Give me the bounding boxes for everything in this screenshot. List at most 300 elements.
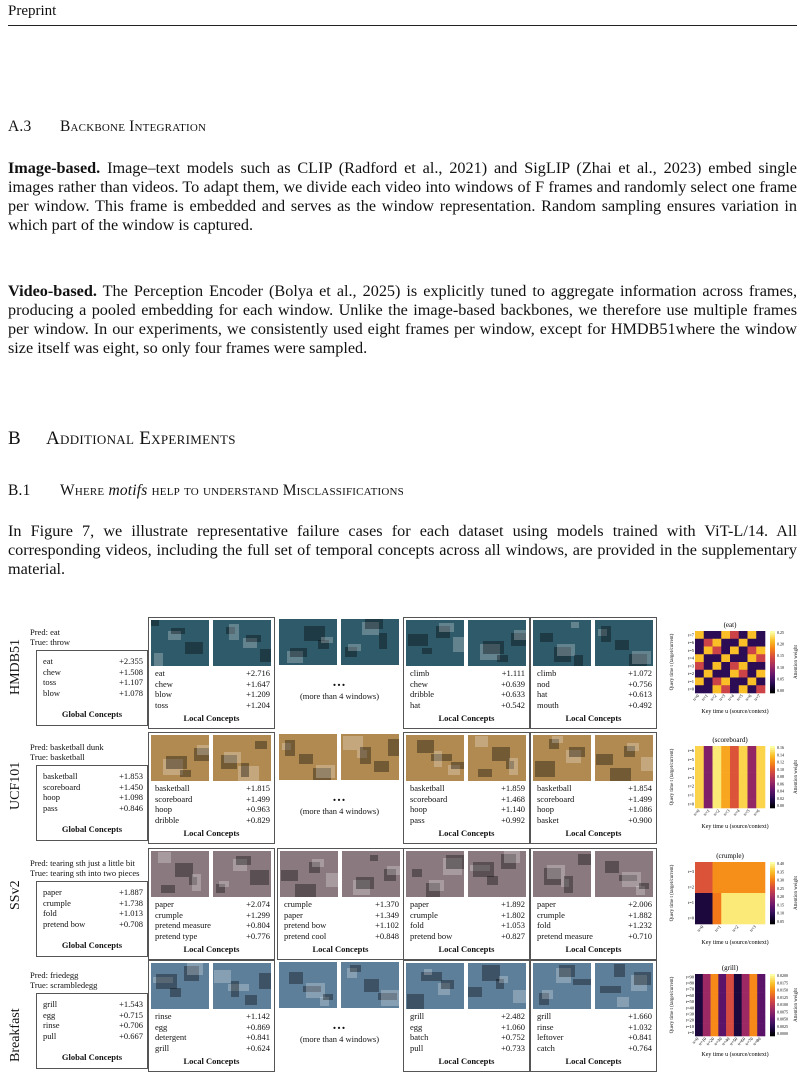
colorbar-segment (770, 881, 775, 883)
heatmap-cell (721, 862, 730, 878)
running-header: Preprint (8, 3, 57, 19)
heatmap-cell (704, 631, 713, 639)
heatmap-cell (721, 662, 730, 670)
heatmap-cell (718, 986, 726, 993)
colorbar-segment (770, 652, 775, 654)
heatmap-cell (730, 893, 739, 909)
y-tick-label: t=1 (687, 792, 694, 798)
concept-score: +1.882 (628, 909, 652, 920)
colorbar-segment (770, 670, 775, 672)
colorbar-label: Attention weight (794, 988, 799, 1022)
colorbar-segment (770, 635, 775, 637)
concept-score: +1.802 (501, 909, 525, 920)
concept-name: pass (410, 814, 425, 825)
y-tick-label: t=3 (687, 774, 694, 780)
heatmap-cell (711, 986, 719, 993)
colorbar-segment (770, 910, 775, 912)
x-tick-label: u=0 (691, 693, 701, 702)
concept-name: pretend cool (284, 930, 327, 941)
concept-score: +0.900 (628, 814, 652, 825)
colorbar-segment (770, 891, 775, 893)
colorbar-tick: 0.0100 (777, 1002, 788, 1007)
colorbar-segment (770, 1030, 775, 1032)
concept-name: crumple (43, 897, 71, 908)
concept-name: egg (410, 1021, 423, 1032)
heatmap-cell (757, 999, 765, 1006)
concept-list (155, 899, 270, 941)
heatmap-cell (726, 1011, 734, 1018)
heatmap-cell (748, 893, 757, 909)
colorbar-segment (770, 1022, 775, 1024)
heatmap-cell (713, 799, 722, 808)
colorbar-segment (770, 1007, 775, 1009)
colorbar-segment (770, 883, 775, 885)
concept-score: +1.499 (628, 793, 652, 804)
colorbar-segment (770, 978, 775, 980)
heatmap-cell (695, 909, 704, 925)
heatmap-cell (739, 799, 748, 808)
colorbar-segment (770, 916, 775, 918)
concept-row (537, 679, 652, 690)
heatmap-cell (726, 986, 734, 993)
concept-name: pretend bow (43, 918, 86, 929)
heatmap-cell (756, 654, 765, 662)
video-frame-thumbnail (468, 620, 526, 666)
prediction-text (30, 970, 97, 990)
colorbar-tick: 0.00 (777, 803, 784, 808)
heatmap-cell (726, 980, 734, 987)
heatmap-cell (713, 678, 722, 686)
heatmap-cell (721, 909, 730, 925)
x-tick-label: u=50 (728, 1036, 739, 1047)
concept-row (410, 783, 525, 794)
heatmap-cell (713, 685, 722, 693)
colorbar-segment (770, 976, 775, 978)
heatmap-cell (748, 909, 757, 925)
concept-name: paper (410, 899, 429, 909)
section-number: B (8, 428, 21, 449)
video-frame-thumbnail (341, 734, 399, 780)
y-tick-label: t=50 (685, 999, 694, 1005)
concept-list (410, 668, 525, 710)
video-frame-thumbnail (595, 963, 653, 1009)
heatmap-cell (756, 678, 765, 686)
colorbar-tick: 0.0150 (777, 987, 788, 993)
concept-score: +1.349 (375, 909, 399, 920)
concept-score: +1.060 (501, 1021, 525, 1032)
colorbar-segment (770, 639, 775, 641)
concept-list (537, 899, 652, 941)
heatmap-cell (713, 746, 722, 755)
concept-row (43, 677, 143, 688)
y-tick-label: t=2 (687, 884, 694, 890)
colorbar-segment (770, 767, 775, 769)
concept-name: rinse (43, 1020, 60, 1030)
concept-row (155, 910, 270, 921)
heatmap-cell (749, 1011, 757, 1018)
video-frame-thumbnail (341, 962, 399, 1008)
colorbar-segment (770, 631, 775, 633)
x-axis-label: Key time u (source/context) (701, 824, 769, 830)
concept-score: +0.829 (246, 814, 270, 825)
concept-score: +1.738 (119, 897, 143, 908)
section-number: B.1 (8, 482, 31, 499)
heatmap-cell (749, 986, 757, 993)
concept-row (537, 1043, 652, 1054)
heatmap-cell (695, 893, 704, 909)
concept-list (43, 999, 143, 1041)
colorbar-segment (770, 660, 775, 662)
colorbar-segment (770, 773, 775, 775)
heatmap-cell (695, 993, 703, 1000)
heatmap-cell (721, 790, 730, 799)
video-frame-thumbnail (595, 851, 653, 897)
heatmap-cell (721, 799, 730, 808)
heatmap-cell (695, 1017, 703, 1024)
heatmap-cell (695, 670, 704, 678)
heatmap-cell (749, 1030, 757, 1037)
heatmap-cell (704, 781, 713, 790)
concept-row (410, 899, 525, 910)
heatmap-cell (704, 878, 713, 894)
local-concepts-label: Local Concepts (565, 828, 622, 838)
concept-row (537, 1011, 652, 1022)
heatmap-cell (739, 862, 748, 878)
colorbar-segment (770, 645, 775, 647)
local-window-box (403, 732, 530, 844)
figure-row-ucf101 (8, 732, 798, 844)
heatmap-cell (704, 647, 713, 655)
y-tick-label: t=40 (685, 1005, 694, 1011)
heatmap-cell (748, 755, 757, 764)
heatmap-cell (742, 1017, 750, 1024)
local-concepts-label: Local Concepts (183, 713, 240, 723)
heatmap-cell (756, 746, 765, 755)
concept-name: crumple (284, 899, 312, 909)
heatmap-cell (734, 1011, 742, 1018)
more-windows-note (277, 1018, 402, 1044)
dataset-label: UCF101 (8, 761, 23, 810)
x-tick-label: u=1 (713, 924, 722, 933)
local-concepts-label: Local Concepts (183, 1056, 240, 1066)
x-axis-label: Key time u (source/context) (701, 709, 769, 715)
x-tick-label: u=5 (742, 808, 751, 817)
true-label: True: tearing sth into two pieces (30, 868, 140, 878)
concept-score: +1.854 (628, 783, 652, 793)
colorbar-segment (770, 763, 775, 765)
colorbar-segment (770, 1015, 775, 1017)
heatmap-cell (739, 781, 748, 790)
heatmap-cell (730, 755, 739, 764)
concept-score: +1.032 (628, 1021, 652, 1032)
colorbar-segment (770, 879, 775, 881)
concept-row (155, 794, 270, 805)
concept-score: +0.841 (628, 1032, 652, 1042)
true-label: True: basketball (30, 752, 85, 762)
concept-row (155, 679, 270, 690)
concept-row (43, 999, 143, 1010)
heatmap-cell (695, 1011, 703, 1018)
heatmap-cell (730, 790, 739, 799)
heatmap-cell (739, 631, 748, 639)
heatmap-cell (713, 790, 722, 799)
concept-name: paper (43, 887, 62, 897)
dataset-label: SSv2 (8, 880, 23, 910)
colorbar-segment (770, 918, 775, 920)
colorbar-tick: 0.20 (777, 894, 784, 900)
y-tick-label: t=3 (687, 663, 694, 669)
heatmap-cell (757, 986, 765, 993)
y-axis-label: Query time t (target/current) (670, 864, 675, 922)
concept-score: +0.756 (628, 678, 652, 689)
y-axis-label: Query time t (target/current) (670, 748, 675, 806)
ellipsis: ... (332, 1018, 347, 1033)
colorbar-tick: 0.0025 (777, 1023, 788, 1029)
concept-row (284, 920, 399, 931)
ellipsis: ... (332, 790, 347, 805)
section-a3-heading (8, 118, 206, 136)
heatmap-cell (704, 639, 713, 647)
colorbar-segment (770, 1032, 775, 1034)
concept-score: +1.543 (119, 999, 143, 1009)
colorbar-segment (770, 1009, 775, 1011)
concept-list (284, 899, 399, 941)
concept-row (155, 700, 270, 711)
colorbar-segment (770, 676, 775, 678)
video-frame-thumbnail (213, 851, 271, 897)
colorbar-segment (770, 752, 775, 754)
y-axis-label: Query time t (target/current) (670, 633, 675, 691)
colorbar-segment (770, 794, 775, 796)
concept-score: +0.841 (246, 1032, 270, 1042)
heatmap-cell (748, 878, 757, 894)
heatmap-cell (695, 639, 704, 647)
concept-list (410, 899, 525, 941)
heatmap-cell (721, 755, 730, 764)
local-window-box (277, 848, 404, 960)
colorbar-segment (770, 765, 775, 767)
heatmap-cell (726, 1030, 734, 1037)
heatmap-cell (704, 685, 713, 693)
colorbar-segment (770, 887, 775, 889)
heatmap-cell (734, 1030, 742, 1037)
heatmap-cell (734, 986, 742, 993)
heatmap-cell (703, 986, 711, 993)
colorbar-tick: 0.16 (777, 745, 784, 750)
video-frame-thumbnail (342, 851, 400, 897)
heatmap-cell (756, 764, 765, 773)
concept-row (537, 689, 652, 700)
concept-list (155, 1011, 270, 1053)
video-frame-thumbnail (341, 619, 399, 665)
concept-name: dribble (155, 814, 180, 825)
local-window-box (148, 732, 275, 844)
more-windows-note (277, 675, 402, 701)
y-axis-label: Query time t (target/current) (670, 976, 675, 1034)
concept-score: +0.846 (119, 802, 143, 813)
concept-name: batch (410, 1032, 429, 1042)
concept-score: +1.859 (501, 783, 525, 793)
concept-row (155, 1043, 270, 1054)
heatmap-cell (704, 773, 713, 782)
concept-name: grill (537, 1011, 552, 1021)
video-frame-thumbnail (151, 735, 209, 781)
heatmap-cell (739, 746, 748, 755)
heatmap-cell (704, 790, 713, 799)
heatmap-cell (703, 1024, 711, 1031)
concept-score: +0.848 (375, 930, 399, 941)
colorbar-segment (770, 679, 775, 681)
heatmap-cell (756, 685, 765, 693)
colorbar-segment (770, 798, 775, 800)
colorbar-segment (770, 997, 775, 999)
heatmap-cell (711, 1017, 719, 1024)
x-tick-label: u=70 (743, 1036, 755, 1047)
heatmap-cell (757, 1017, 765, 1024)
local-window-box (530, 960, 657, 1072)
concept-name: hoop (43, 792, 60, 802)
concept-score: +1.209 (246, 689, 270, 699)
global-concepts-label: Global Concepts (61, 709, 123, 719)
colorbar-segment (770, 862, 775, 864)
local-concepts-label: Local Concepts (183, 944, 240, 954)
colorbar-segment (770, 664, 775, 666)
heatmap-cell (713, 647, 722, 655)
concept-row (155, 1022, 270, 1033)
local-window-box (148, 848, 275, 960)
concept-row (155, 783, 270, 794)
concept-row (410, 920, 525, 931)
heatmap-cell (756, 773, 765, 782)
heatmap-cell (757, 974, 765, 981)
colorbar-segment (770, 685, 775, 687)
colorbar-segment (770, 779, 775, 781)
heatmap-cell (721, 639, 730, 647)
heatmap-cell (713, 781, 722, 790)
heatmap-cell (695, 862, 704, 878)
heatmap-cell (695, 685, 704, 693)
heatmap-cell (711, 980, 719, 987)
local-window-box (148, 960, 275, 1072)
heatmap-cell (742, 986, 750, 993)
concept-score: +1.450 (119, 781, 143, 792)
colorbar-tick: 0.25 (777, 630, 784, 635)
y-tick-label: t=7 (687, 632, 694, 638)
concept-name: blow (43, 687, 60, 698)
heatmap-cell (703, 993, 711, 1000)
heatmap-cell (730, 878, 739, 894)
heatmap-cell (748, 799, 757, 808)
video-frame-thumbnail (533, 963, 591, 1009)
colorbar-tick: 0.20 (777, 641, 784, 647)
heatmap-cell (757, 980, 765, 987)
concept-name: hat (537, 689, 548, 699)
heatmap-cell (713, 662, 722, 670)
heatmap-cell (703, 1005, 711, 1012)
concept-name: scoreboard (537, 793, 575, 804)
concept-score: +1.815 (246, 783, 270, 793)
heatmap-cell (734, 974, 742, 981)
colorbar-tick: 0.0050 (777, 1016, 788, 1022)
local-window-box (403, 848, 530, 960)
heatmap-cell (739, 670, 748, 678)
heatmap-cell (739, 764, 748, 773)
global-concepts-label: Global Concepts (61, 940, 123, 950)
concept-row (43, 667, 143, 678)
concept-row (43, 803, 143, 814)
heatmap-cell (730, 746, 739, 755)
global-concepts-box (36, 881, 148, 957)
colorbar-segment (770, 993, 775, 995)
heatmap-cell (730, 909, 739, 925)
heatmap-cell (721, 781, 730, 790)
video-frame-thumbnail (468, 735, 526, 781)
colorbar-tick: 0.06 (777, 781, 784, 787)
global-concepts-box (36, 650, 148, 726)
colorbar-segment (770, 785, 775, 787)
heatmap-cell (704, 746, 713, 755)
heatmap-cell (713, 755, 722, 764)
heatmap-cell (726, 1017, 734, 1024)
video-frame-thumbnail (151, 851, 209, 897)
heatmap-cell (711, 1030, 719, 1037)
heatmap-cell (711, 1011, 719, 1018)
heatmap-cell (742, 974, 750, 981)
colorbar-tick: 0.0075 (777, 1009, 788, 1015)
heatmap-cell (730, 654, 739, 662)
concept-name: mouth (537, 699, 559, 710)
heatmap-cell (756, 781, 765, 790)
concept-name: eat (155, 668, 165, 678)
x-tick-label: u=7 (752, 693, 762, 702)
concept-row (410, 700, 525, 711)
concept-score: +1.098 (119, 792, 143, 802)
colorbar-segment (770, 889, 775, 891)
y-tick-label: t=5 (687, 757, 694, 763)
colorbar-tick: 0.35 (777, 869, 784, 875)
concept-name: scoreboard (155, 793, 193, 804)
colorbar-segment (770, 999, 775, 1001)
heatmap-cell (713, 631, 722, 639)
concept-score: +2.482 (501, 1011, 525, 1021)
y-tick-label: t=10 (685, 1023, 694, 1029)
heatmap-cell (757, 993, 765, 1000)
heatmap-cell (756, 909, 765, 925)
video-frame-thumbnail (406, 851, 464, 897)
y-tick-label: t=90 (685, 974, 694, 980)
colorbar-segment (770, 899, 775, 901)
colorbar-segment (770, 783, 775, 785)
header-rule (8, 25, 797, 26)
colorbar-segment (770, 1005, 775, 1007)
heatmap-cell (742, 1005, 750, 1012)
local-concepts-label: Local Concepts (183, 828, 240, 838)
concept-row (537, 899, 652, 910)
colorbar-segment (770, 991, 775, 993)
heatmap-cell (713, 862, 722, 878)
heatmap-cell (739, 909, 748, 925)
concept-score: +1.660 (628, 1011, 652, 1021)
concept-name: pretend measure (155, 920, 211, 930)
heatmap-cell (734, 980, 742, 987)
heatmap-cell (704, 799, 713, 808)
concept-row (155, 1011, 270, 1022)
heatmap-cell (756, 639, 765, 647)
concept-row (284, 931, 399, 942)
heatmap-cell (721, 654, 730, 662)
heatmap-cell (721, 678, 730, 686)
heatmap-cell (695, 781, 704, 790)
